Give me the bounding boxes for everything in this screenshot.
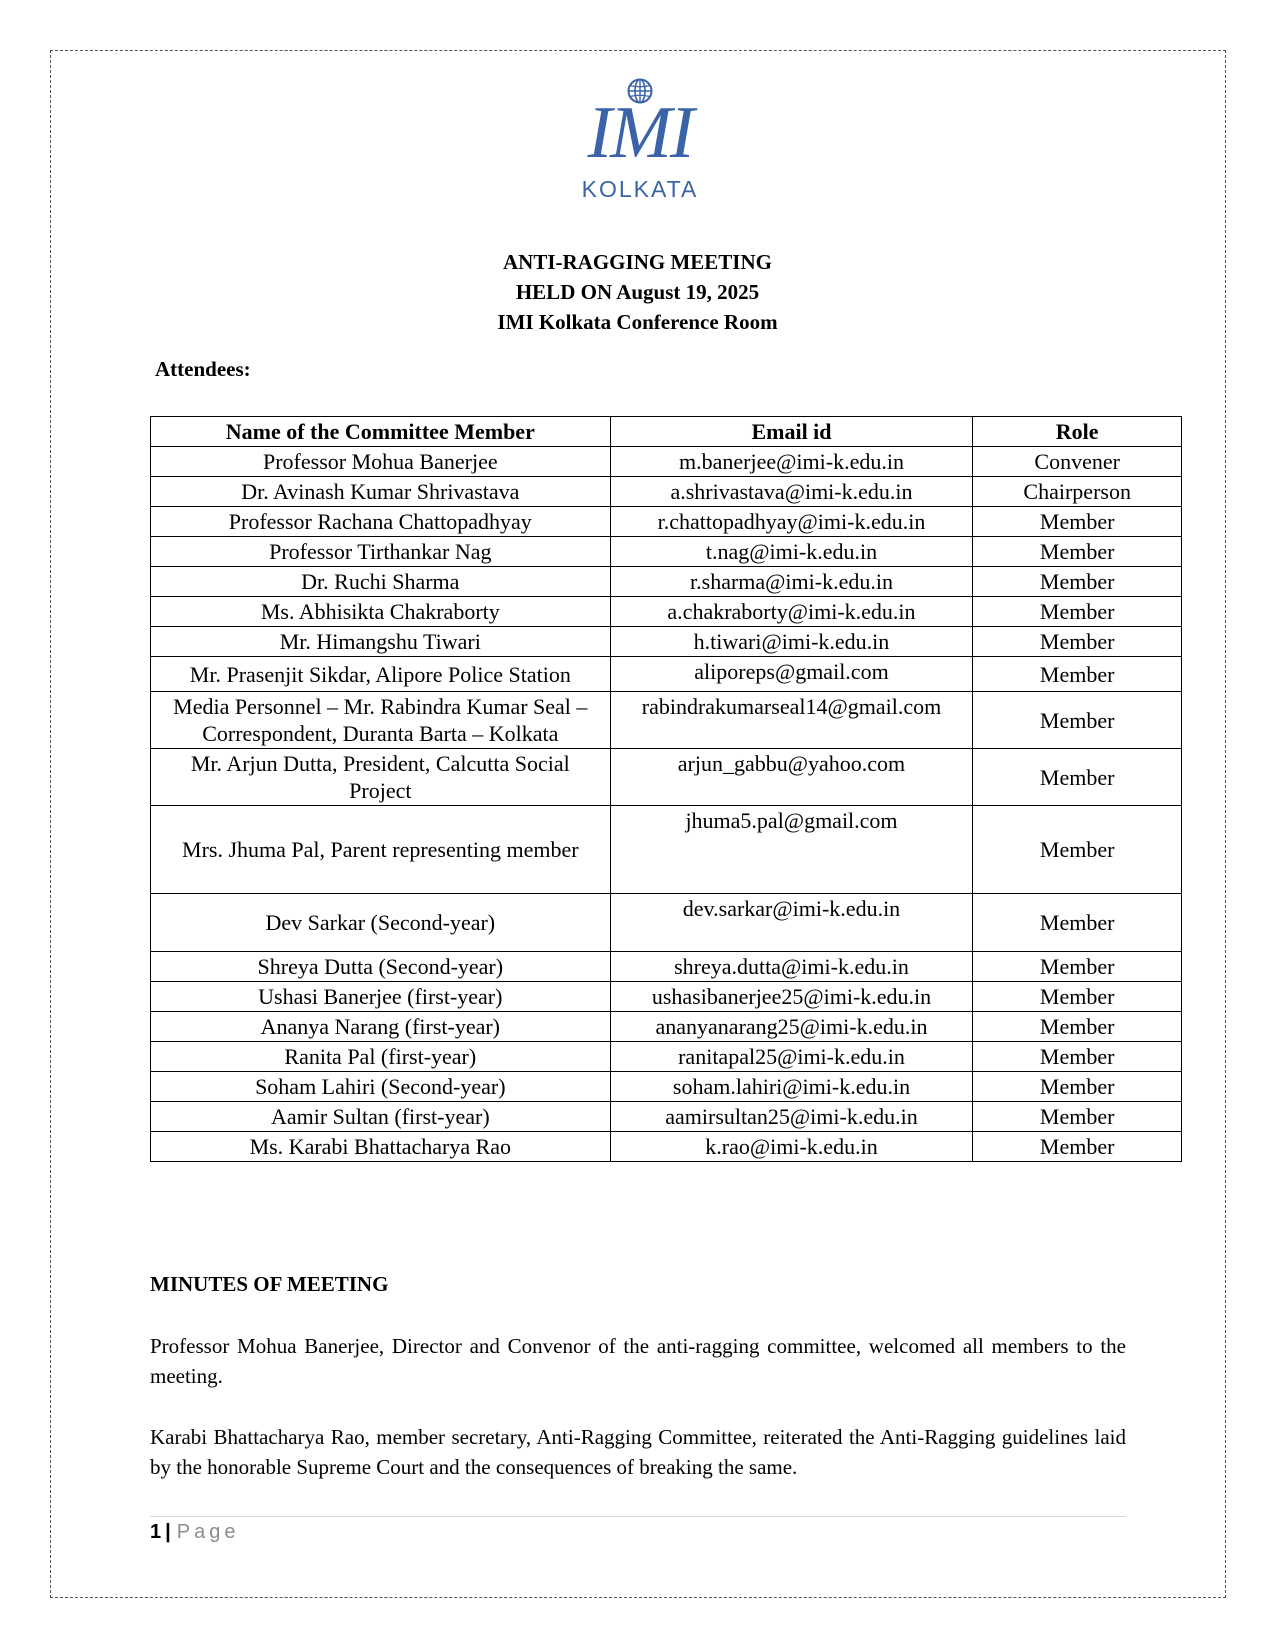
member-name: Soham Lahiri (Second-year): [151, 1072, 611, 1102]
table-row: [151, 597, 1182, 627]
page-separator: |: [165, 1521, 171, 1543]
member-role: Member: [973, 597, 1182, 627]
member-name: Ushasi Banerjee (first-year): [151, 982, 611, 1012]
member-role: Member: [973, 952, 1182, 982]
member-name: Dr. Avinash Kumar Shrivastava: [151, 477, 611, 507]
member-email: aliporeps@gmail.com: [610, 657, 973, 692]
attendees-table: [150, 416, 1182, 1162]
logo-wordmark: IMI: [587, 92, 693, 174]
member-name: Mr. Prasenjit Sikdar, Alipore Police Station: [151, 657, 611, 692]
member-role: Member: [973, 894, 1182, 952]
page-footer: [150, 1520, 239, 1544]
member-email: r.chattopadhyay@imi-k.edu.in: [610, 507, 973, 537]
table-row: [151, 982, 1182, 1012]
member-email: a.chakraborty@imi-k.edu.in: [610, 597, 973, 627]
member-role: Member: [973, 1042, 1182, 1072]
table-row: [151, 1072, 1182, 1102]
page-number: 1: [150, 1521, 162, 1543]
member-name: Professor Mohua Banerjee: [151, 447, 611, 477]
member-email: h.tiwari@imi-k.edu.in: [610, 627, 973, 657]
heading-title: ANTI-RAGGING MEETING: [503, 250, 772, 274]
member-name: Aamir Sultan (first-year): [151, 1102, 611, 1132]
table-row: [151, 894, 1182, 952]
member-role: Member: [973, 657, 1182, 692]
minutes-paragraph: Karabi Bhattacharya Rao, member secretary, Anti-Ragging Committee, reiterated the Anti-Ragging guidelines laid by the honorable Supreme Court and the consequences of breaking the same.: [150, 1425, 1126, 1479]
member-email: t.nag@imi-k.edu.in: [610, 537, 973, 567]
table-row: [151, 507, 1182, 537]
member-email: ushasibanerjee25@imi-k.edu.in: [610, 982, 973, 1012]
member-role: Member: [973, 982, 1182, 1012]
logo-city: KOLKATA: [581, 176, 699, 202]
member-name: Ananya Narang (first-year): [151, 1012, 611, 1042]
header-name: Name of the Committee Member: [151, 417, 611, 447]
minutes-title: MINUTES OF MEETING: [150, 1272, 389, 1296]
member-name: Mr. Himangshu Tiwari: [151, 627, 611, 657]
member-email: a.shrivastava@imi-k.edu.in: [610, 477, 973, 507]
member-name: Professor Tirthankar Nag: [151, 537, 611, 567]
member-email: ananyanarang25@imi-k.edu.in: [610, 1012, 973, 1042]
member-role: Member: [973, 627, 1182, 657]
heading-date: HELD ON August 19, 2025: [515, 280, 760, 304]
member-role: Convener: [973, 447, 1182, 477]
table-row: [151, 537, 1182, 567]
member-email: aamirsultan25@imi-k.edu.in: [610, 1102, 973, 1132]
table-row: [151, 692, 1182, 749]
member-email: r.sharma@imi-k.edu.in: [610, 567, 973, 597]
table-row: [151, 1102, 1182, 1132]
table-row: [151, 447, 1182, 477]
table-row: [151, 1012, 1182, 1042]
header-email: Email id: [610, 417, 973, 447]
member-name: Dev Sarkar (Second-year): [151, 894, 611, 952]
member-email: jhuma5.pal@gmail.com: [610, 806, 973, 894]
member-email: k.rao@imi-k.edu.in: [610, 1132, 973, 1162]
page-label: Page: [176, 1521, 240, 1543]
table-row: [151, 477, 1182, 507]
heading-venue: IMI Kolkata Conference Room: [497, 310, 778, 334]
member-email: m.banerjee@imi-k.edu.in: [610, 447, 973, 477]
table-row: [151, 1132, 1182, 1162]
imi-kolkata-logo: [560, 78, 720, 208]
attendees-label: Attendees:: [155, 357, 251, 381]
member-email: ranitapal25@imi-k.edu.in: [610, 1042, 973, 1072]
table-row: [151, 567, 1182, 597]
table-header-row: [151, 417, 1182, 447]
header-role: Role: [973, 417, 1182, 447]
table-row: [151, 657, 1182, 692]
member-name: Ms. Karabi Bhattacharya Rao: [151, 1132, 611, 1162]
member-email: arjun_gabbu@yahoo.com: [610, 749, 973, 806]
member-role: Member: [973, 537, 1182, 567]
member-name: Ranita Pal (first-year): [151, 1042, 611, 1072]
member-name: Professor Rachana Chattopadhyay: [151, 507, 611, 537]
member-role: Member: [973, 567, 1182, 597]
member-role: Chairperson: [973, 477, 1182, 507]
table-row: [151, 1042, 1182, 1072]
member-name: Mrs. Jhuma Pal, Parent representing member: [151, 806, 611, 894]
member-name: Ms. Abhisikta Chakraborty: [151, 597, 611, 627]
table-row: [151, 627, 1182, 657]
meeting-heading: [0, 247, 1275, 337]
member-role: Member: [973, 1012, 1182, 1042]
member-email: dev.sarkar@imi-k.edu.in: [610, 894, 973, 952]
member-email: rabindrakumarseal14@gmail.com: [610, 692, 973, 749]
member-role: Member: [973, 1132, 1182, 1162]
member-role: Member: [973, 1072, 1182, 1102]
member-role: Member: [973, 507, 1182, 537]
member-role: Member: [973, 692, 1182, 749]
member-email: soham.lahiri@imi-k.edu.in: [610, 1072, 973, 1102]
member-role: Member: [973, 1102, 1182, 1132]
table-row: [151, 952, 1182, 982]
minutes-paragraph: Professor Mohua Banerjee, Director and Convenor of the anti-ragging committee, welcomed all members to the meeting.: [150, 1334, 1126, 1388]
table-row: [151, 806, 1182, 894]
member-name: Media Personnel – Mr. Rabindra Kumar Seal – Correspondent, Duranta Barta – Kolkata: [151, 692, 611, 749]
member-name: Dr. Ruchi Sharma: [151, 567, 611, 597]
member-email: shreya.dutta@imi-k.edu.in: [610, 952, 973, 982]
footer-divider: [150, 1516, 1126, 1517]
member-role: Member: [973, 749, 1182, 806]
member-role: Member: [973, 806, 1182, 894]
member-name: Mr. Arjun Dutta, President, Calcutta Social Project: [151, 749, 611, 806]
table-row: [151, 749, 1182, 806]
member-name: Shreya Dutta (Second-year): [151, 952, 611, 982]
